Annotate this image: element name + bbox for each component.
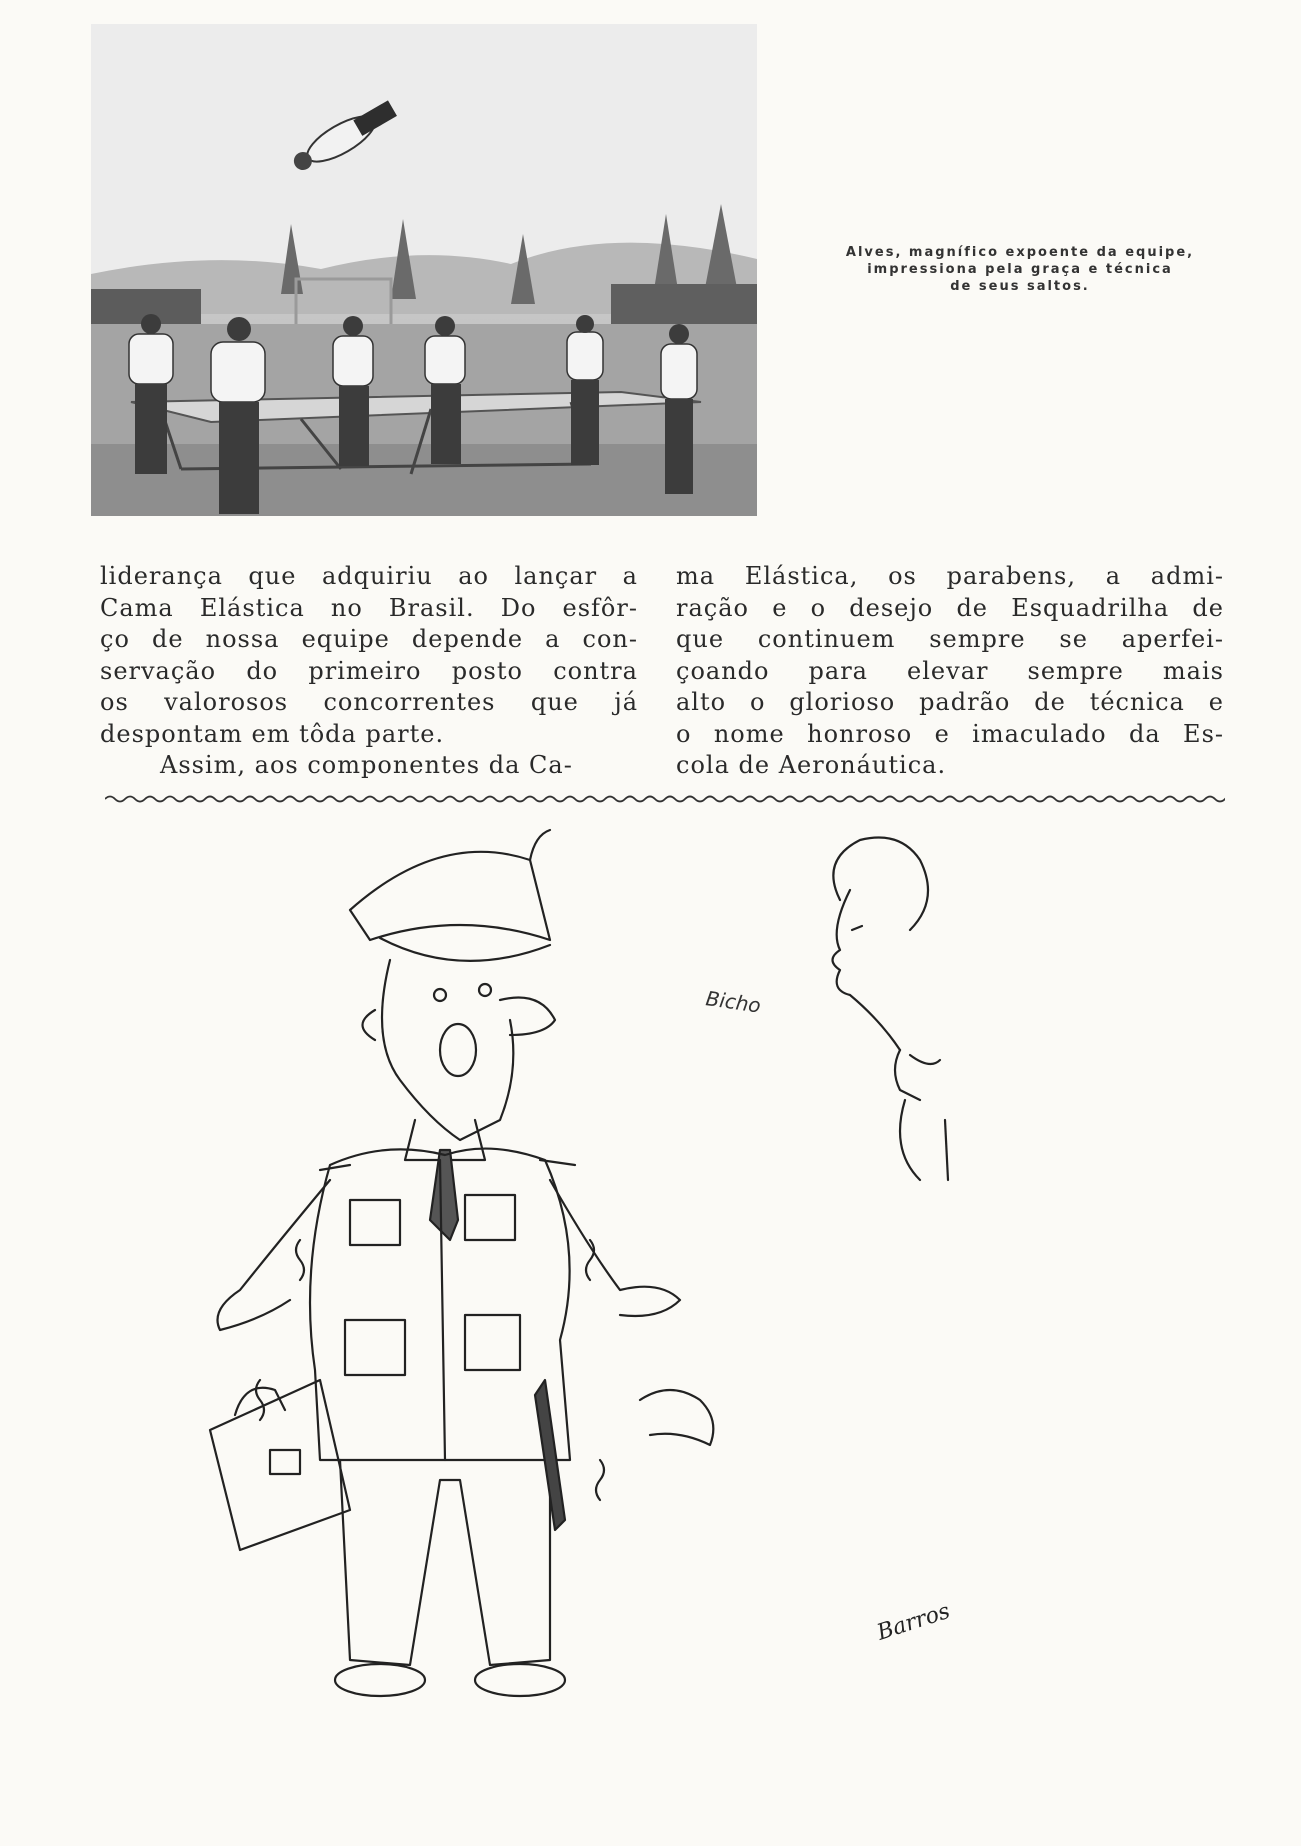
text-line: ração e o desejo de Esquadrilha de — [676, 593, 1224, 622]
photo-caption — [820, 244, 1220, 295]
trampoline-photo — [91, 24, 757, 516]
caption-line: de seus saltos. — [950, 279, 1090, 294]
text-line: liderança que adquiriu ao lançar a — [100, 562, 638, 590]
text-line: cola de Aeronáutica. — [676, 751, 947, 779]
text-line: despontam em tôda parte. — [100, 719, 445, 748]
text-line: os valorosos concorrentes que já — [100, 688, 638, 716]
text-line: Assim, aos componentes da Ca- — [160, 751, 573, 779]
text-line: ço de nossa equipe depende a con- — [100, 625, 638, 653]
text-line: Cama Elástica no Brasil. Do esfôr- — [100, 593, 638, 622]
text-line: o nome honroso e imaculado da Es- — [676, 719, 1224, 748]
text-line: servação do primeiro posto contra — [100, 656, 638, 685]
caption-line: Alves, magnífico expoente da equipe, — [845, 245, 1195, 260]
wavy-divider — [105, 792, 1225, 806]
text-line: alto o glorioso padrão de técnica e — [676, 688, 1224, 716]
speech-text: Bicho — [704, 986, 763, 1018]
article-left-column — [100, 561, 638, 782]
text-line: ma Elástica, os parabens, a admi- — [676, 562, 1224, 590]
text-line: çoando para elevar sempre mais — [676, 656, 1224, 685]
text-line: que continuem sempre se aperfei- — [676, 625, 1224, 653]
article-right-column — [676, 561, 1224, 782]
artist-signature: Barros — [874, 1598, 954, 1646]
cartoon-illustration — [200, 820, 1100, 1740]
caption-line: impressiona pela graça e técnica — [867, 262, 1173, 277]
